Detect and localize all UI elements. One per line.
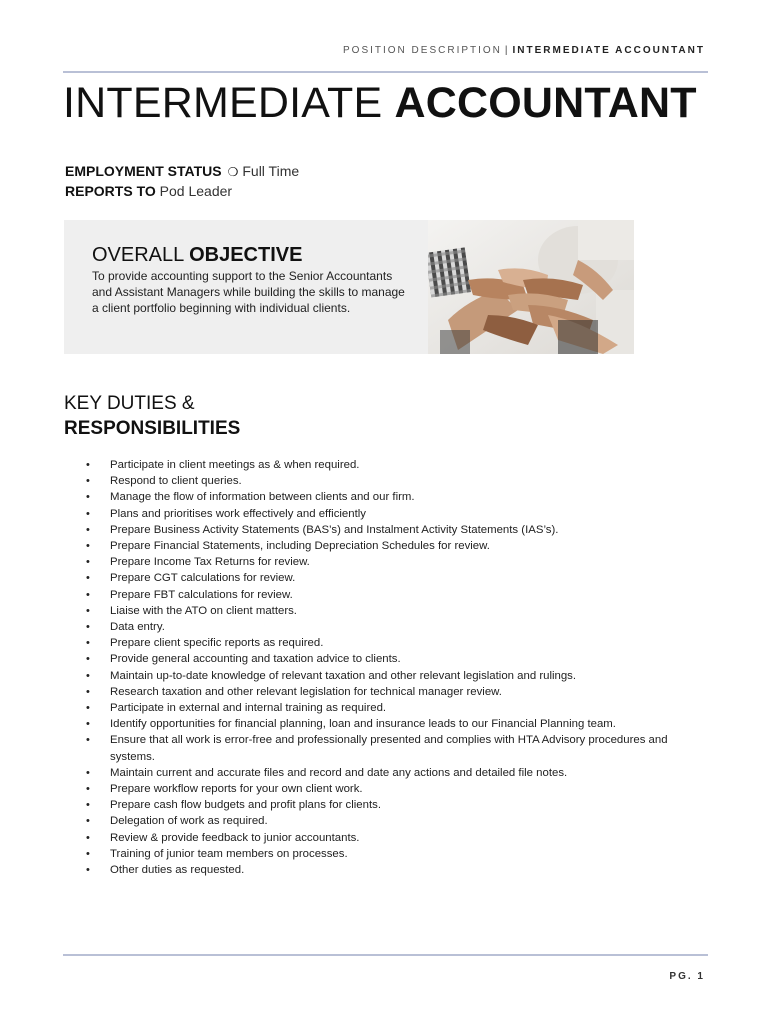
list-item: • Maintain current and accurate files and record and date any actions and detailed file notes. — [84, 765, 704, 781]
duties-list — [84, 457, 704, 878]
list-item: • Plans and prioritises work effectively and efficiently — [84, 506, 704, 522]
list-item: • Liaise with the ATO on client matters. — [84, 603, 704, 619]
list-item: • Prepare Income Tax Returns for review. — [84, 554, 704, 570]
list-item: • Prepare CGT calculations for review. — [84, 570, 704, 586]
employment-status — [65, 163, 299, 179]
list-item: • Data entry. — [84, 619, 704, 635]
objective-heading-light: OVERALL — [92, 244, 184, 266]
list-item: • Maintain up-to-date knowledge of relevant taxation and other relevant legislation and rulings. — [84, 668, 704, 684]
list-item: • Training of junior team members on processes. — [84, 846, 704, 862]
footer-divider — [63, 954, 708, 956]
list-item: • Delegation of work as required. — [84, 813, 704, 829]
list-item: • Review & provide feedback to junior accountants. — [84, 830, 704, 846]
page-title-light: INTERMEDIATE — [63, 79, 383, 127]
running-header — [343, 45, 705, 56]
list-item: • Participate in external and internal training as required. — [84, 700, 704, 716]
reports-to-label: REPORTS TO — [65, 183, 156, 199]
list-item: • Prepare workflow reports for your own client work. — [84, 781, 704, 797]
circle-bullet-icon: ❍ — [227, 165, 239, 179]
list-item: • Respond to client queries. — [84, 473, 704, 489]
reports-to — [65, 183, 232, 199]
running-header-title: INTERMEDIATE ACCOUNTANT — [512, 45, 705, 56]
list-item: • Ensure that all work is error-free and professionally presented and complies with HTA Advisory procedures and systems. — [84, 732, 704, 764]
duties-heading-bold: RESPONSIBILITIES — [64, 418, 241, 439]
objective-panel — [64, 220, 428, 354]
list-item: • Prepare Financial Statements, including Depreciation Schedules for review. — [84, 538, 704, 554]
page-number: PG. 1 — [669, 971, 705, 982]
list-item: • Manage the flow of information between clients and our firm. — [84, 489, 704, 505]
list-item: • Research taxation and other relevant legislation for technical manager review. — [84, 684, 704, 700]
objective-heading-bold: OBJECTIVE — [189, 244, 303, 266]
list-item: • Participate in client meetings as & when required. — [84, 457, 704, 473]
employment-status-value: Full Time — [242, 163, 300, 179]
teamwork-hands-photo — [428, 220, 634, 354]
list-item: • Prepare FBT calculations for review. — [84, 587, 704, 603]
duties-heading-light: KEY DUTIES & — [64, 393, 195, 414]
objective-heading — [92, 244, 302, 267]
list-item: • Prepare cash flow budgets and profit plans for clients. — [84, 797, 704, 813]
employment-status-label: EMPLOYMENT STATUS — [65, 163, 222, 179]
list-item: • Provide general accounting and taxation advice to clients. — [84, 651, 704, 667]
page-title-bold: ACCOUNTANT — [394, 79, 697, 127]
list-item: • Other duties as requested. — [84, 862, 704, 878]
reports-to-value: Pod Leader — [159, 183, 233, 199]
running-header-separator: | — [504, 45, 510, 56]
page-title — [63, 80, 697, 127]
list-item: • Identify opportunities for financial planning, loan and insurance leads to our Financial Planning team. — [84, 716, 704, 732]
duties-heading — [64, 391, 240, 441]
objective-text: To provide accounting support to the Senior Accountants and Assistant Managers while building the skills to manage a client portfolio beginning with individual clients. — [92, 269, 405, 315]
header-divider — [63, 71, 708, 73]
teamwork-hands-illustration — [428, 220, 634, 354]
list-item: • Prepare client specific reports as required. — [84, 635, 704, 651]
running-header-prefix: POSITION DESCRIPTION — [343, 45, 502, 56]
list-item: • Prepare Business Activity Statements (BAS’s) and Instalment Activity Statements (IAS’s). — [84, 522, 704, 538]
